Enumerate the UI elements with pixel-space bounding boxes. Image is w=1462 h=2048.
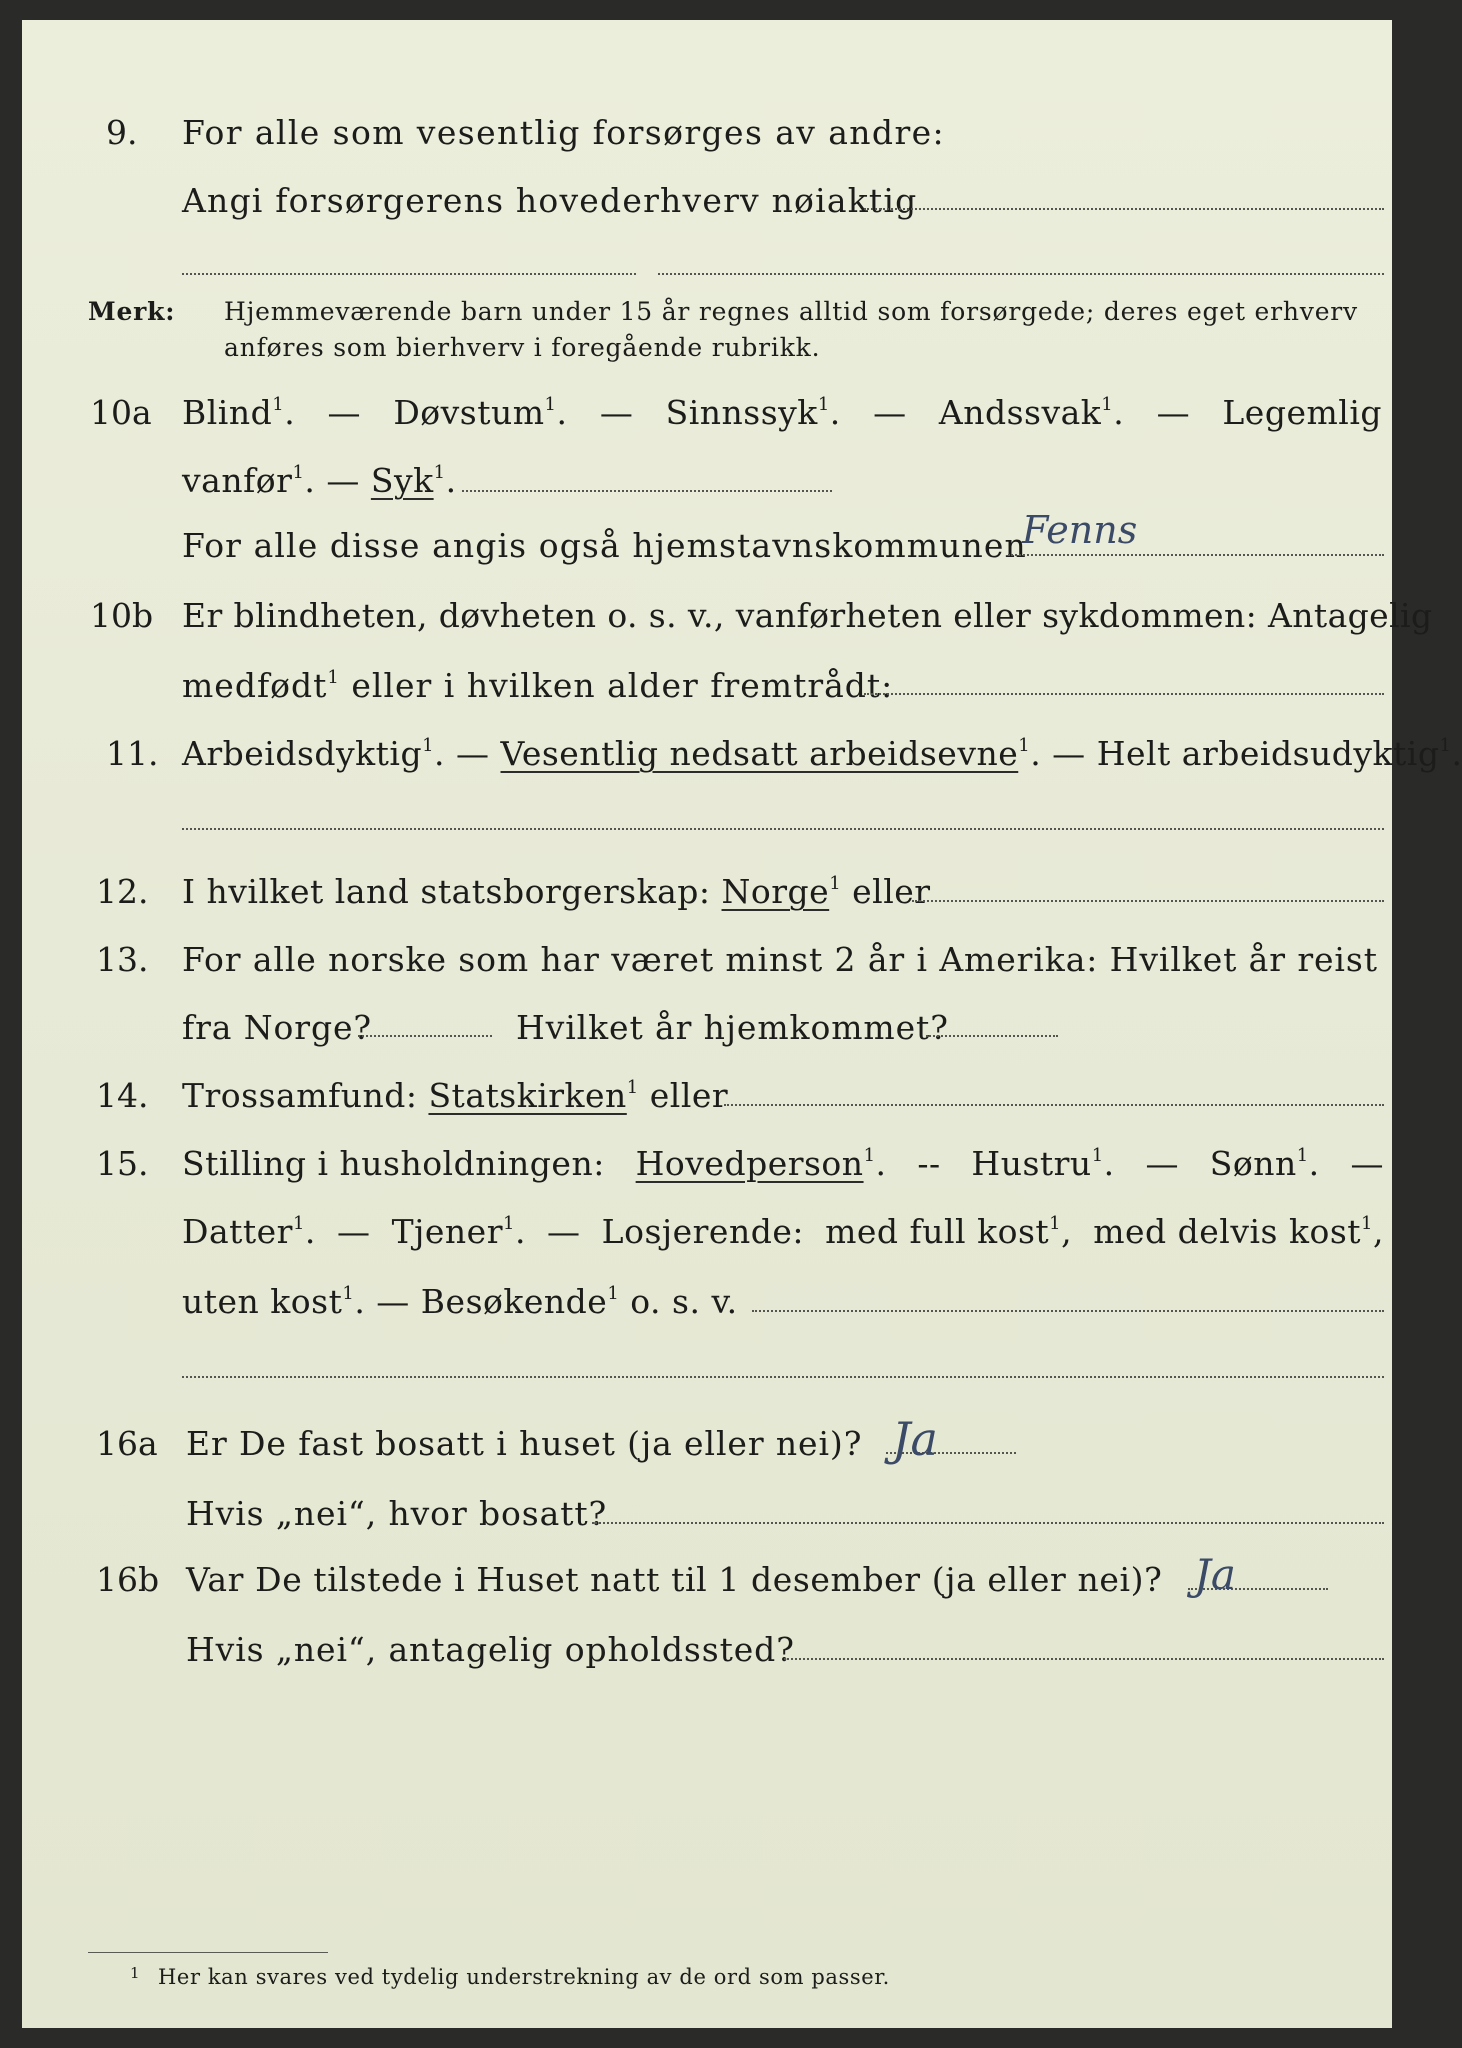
option-tjener[interactable]: Tjener xyxy=(391,1212,503,1251)
q16b-line2: Hvis „nei“, antagelig opholdssted? xyxy=(186,1630,795,1669)
q16b-handwritten-answer: Ja xyxy=(1194,1550,1236,1599)
footnote-text: Her kan svares ved tydelig understrekning av de ord som passer. xyxy=(158,1965,890,1989)
option-dovstum[interactable]: Døvstum xyxy=(393,393,545,432)
q15-line3: uten kost$^1$. — Besøkende$^1$ o. s. v. xyxy=(182,1282,738,1321)
option-sonn[interactable]: Sønn xyxy=(1209,1144,1297,1183)
q10b-line2: medfødt$^1$ eller i hvilken alder fremtrådt: xyxy=(182,666,894,705)
q14-line: Trossamfund: Statskirken$^1$ eller xyxy=(182,1076,729,1115)
q13-reist-line[interactable] xyxy=(358,1035,492,1037)
census-form-page xyxy=(22,20,1462,2028)
merk-line2: anføres som bierhverv i foregående rubrikk. xyxy=(224,333,821,362)
q9-line2: Angi forsørgerens hovederhverv nøiaktig xyxy=(182,181,918,220)
q10a-hjemstavn-label: For alle disse angis også hjemstavnskommunen xyxy=(182,526,1027,565)
q10a-number: 10a xyxy=(90,393,152,432)
q9-extra-line-left[interactable] xyxy=(182,273,636,275)
option-uten-kost[interactable]: uten kost xyxy=(182,1282,343,1321)
q11-number: 11. xyxy=(106,734,159,773)
option-nedsatt-arbeidsevne[interactable]: Vesentlig nedsatt arbeidsevne xyxy=(500,734,1019,773)
q16b-line1: Var De tilstede i Huset natt til 1 desember (ja eller nei)? xyxy=(186,1560,1163,1599)
option-delvis-kost[interactable]: med delvis kost xyxy=(1093,1212,1362,1251)
merk-line1: Hjemmeværende barn under 15 år regnes alltid som forsørgede; deres eget erhverv xyxy=(224,297,1358,326)
merk-label: Merk: xyxy=(88,297,176,326)
q12-line: I hvilket land statsborgerskap: Norge$^1$ eller xyxy=(182,872,931,911)
q15-line1: Stilling i husholdningen: Hovedperson$^1$. -- Hustru$^1$. — Sønn$^1$. — xyxy=(182,1144,1384,1183)
option-hovedperson[interactable]: Hovedperson xyxy=(635,1144,864,1183)
option-datter[interactable]: Datter xyxy=(182,1212,293,1251)
q15-number: 15. xyxy=(96,1144,149,1183)
footnote-rule xyxy=(88,1952,328,1953)
q14-answer-line[interactable] xyxy=(724,1104,1384,1106)
q12-number: 12. xyxy=(96,872,149,911)
option-arbeidsudyktig[interactable]: Helt arbeidsudyktig xyxy=(1096,734,1440,773)
q9-line1: For alle som vesentlig forsørges av andre: xyxy=(182,113,946,152)
option-andssvak[interactable]: Andssvak xyxy=(938,393,1102,432)
q9-extra-line-right[interactable] xyxy=(658,273,1384,275)
option-arbeidsdyktig[interactable]: Arbeidsdyktig xyxy=(182,734,423,773)
q9-answer-line[interactable] xyxy=(864,208,1384,210)
q10a-line2-fill[interactable] xyxy=(462,490,832,492)
q16a-bosatt-line[interactable] xyxy=(592,1522,1384,1524)
q15-line2: Datter$^1$. — Tjener$^1$. — Losjerende: med full kost$^1$, med delvis kost$^1$, xyxy=(182,1212,1384,1251)
option-sinnssyk[interactable]: Sinnssyk xyxy=(665,393,818,432)
q10b-line1: Er blindheten, døvheten o. s. v., vanførheten eller sykdommen: Antagelig xyxy=(182,596,1433,635)
q13-hjemkommet-line[interactable] xyxy=(926,1035,1058,1037)
option-blind[interactable]: Blind xyxy=(182,393,273,432)
q10a-line2: vanfør$^1$. — Syk$^1$. xyxy=(182,461,457,500)
option-statskirken[interactable]: Statskirken xyxy=(428,1076,627,1115)
q9-number: 9. xyxy=(106,113,138,152)
q10b-number: 10b xyxy=(90,596,154,635)
option-legemlig[interactable]: Legemlig xyxy=(1222,393,1382,432)
q13-hjemkommet-label: Hvilket år hjemkommet? xyxy=(516,1008,949,1047)
q11-line: Arbeidsdyktig$^1$. — Vesentlig nedsatt arbeidsevne$^1$. — Helt arbeidsudyktig$^1$. xyxy=(182,734,1462,773)
option-hustru[interactable]: Hustru xyxy=(971,1144,1092,1183)
q10b-answer-line[interactable] xyxy=(864,693,1384,695)
q16b-number: 16b xyxy=(96,1560,160,1599)
option-vanfor[interactable]: vanfør xyxy=(182,461,293,500)
q13-fra-norge-label: fra Norge? xyxy=(182,1008,373,1047)
q16a-number: 16a xyxy=(96,1424,158,1463)
q16a-handwritten-answer: Ja xyxy=(892,1412,938,1466)
q16b-opholdssted-line[interactable] xyxy=(784,1658,1384,1660)
q11-extra-line[interactable] xyxy=(182,828,1384,830)
option-norge[interactable]: Norge xyxy=(721,872,830,911)
footnote-mark: 1 xyxy=(130,1964,141,1982)
option-besokende[interactable]: Besøkende xyxy=(420,1282,608,1321)
q16a-line1: Er De fast bosatt i huset (ja eller nei)? xyxy=(186,1424,863,1463)
hjemstavn-handwritten-answer: Fenns xyxy=(1022,508,1138,552)
q16a-line2: Hvis „nei“, hvor bosatt? xyxy=(186,1494,608,1533)
option-syk[interactable]: Syk xyxy=(370,461,434,500)
option-medfodt[interactable]: medfødt xyxy=(182,666,328,705)
q15-answer-line[interactable] xyxy=(752,1310,1384,1312)
q14-number: 14. xyxy=(96,1076,149,1115)
q13-line1: For alle norske som har været minst 2 år i Amerika: Hvilket år reist xyxy=(182,940,1378,979)
option-full-kost[interactable]: med full kost xyxy=(825,1212,1050,1251)
q13-number: 13. xyxy=(96,940,149,979)
q15-extra-line[interactable] xyxy=(182,1376,1384,1378)
q10a-hjemstavn-line[interactable] xyxy=(1008,554,1384,556)
q10a-line1: Blind$^1$. — Døvstum$^1$. — Sinnssyk$^1$. — Andssvak$^1$. — Legemlig xyxy=(182,393,1382,432)
q12-answer-line[interactable] xyxy=(912,900,1384,902)
